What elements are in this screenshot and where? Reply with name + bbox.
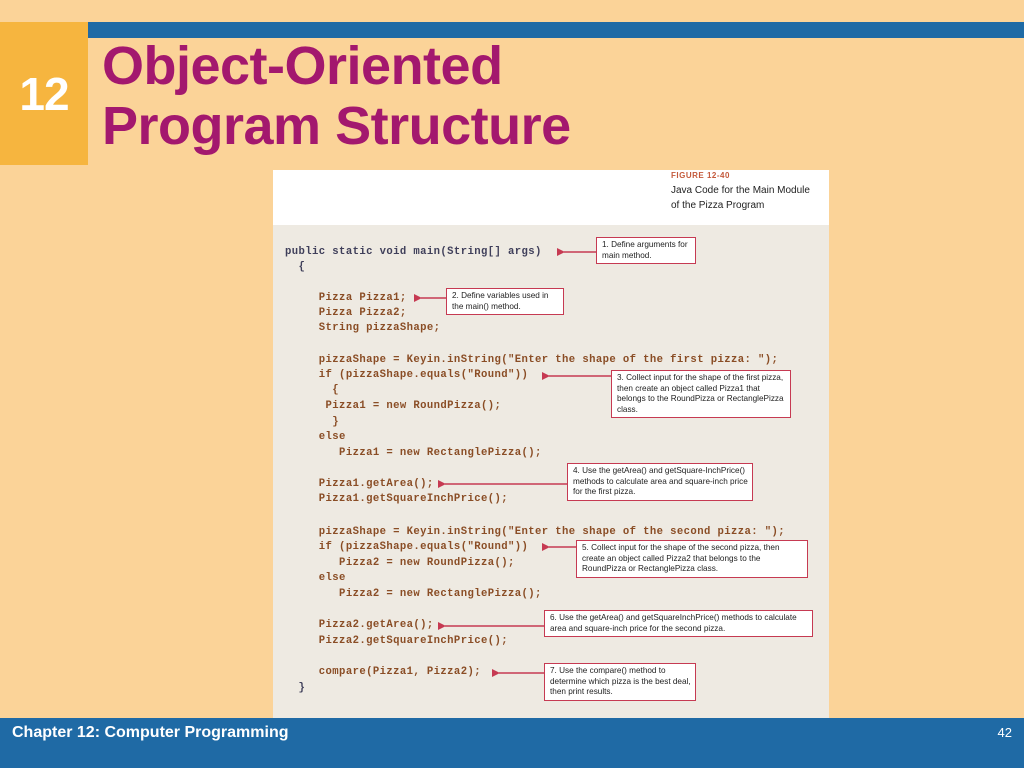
footer-chapter-label: Chapter 12: Computer Programming [12, 724, 289, 741]
top-stripe [0, 0, 1024, 22]
footer-bar [0, 718, 1024, 768]
code-line: } [285, 416, 340, 428]
code-line: Pizza Pizza2; [285, 307, 407, 319]
chapter-number: 12 [19, 67, 69, 120]
chapter-box [0, 22, 88, 165]
code-line: Pizza1 = new RoundPizza(); [285, 400, 502, 412]
code-line: Pizza2 = new RoundPizza(); [285, 557, 515, 569]
code-line: pizzaShape = Keyin.inString("Enter the shape of the second pizza: "); [285, 526, 786, 538]
code-figure [273, 170, 829, 718]
callout-4: 4. Use the getArea() and getSquare-InchPrice() methods to calculate area and square-inch price for the first pizza. [567, 463, 753, 501]
code-line: compare(Pizza1, Pizza2); [285, 666, 481, 678]
code-line: Pizza Pizza1; [285, 292, 407, 304]
callout-6: 6. Use the getArea() and getSquareInchPrice() methods to calculate area and square-inch price for the second pizza. [544, 610, 813, 637]
code-line: pizzaShape = Keyin.inString("Enter the shape of the first pizza: "); [285, 354, 779, 366]
code-line: Pizza1.getSquareInchPrice(); [285, 493, 508, 505]
code-line: { [285, 384, 340, 396]
footer-page-number: 42 [997, 725, 1012, 740]
code-line: String pizzaShape; [285, 322, 441, 334]
code-line: public static void main(String[] args) [285, 246, 542, 258]
callout-2: 2. Define variables used in the main() method. [446, 288, 564, 315]
code-line: Pizza1.getArea(); [285, 478, 434, 490]
slide-title [102, 36, 571, 156]
code-line: else [285, 572, 346, 584]
figure-caption: Java Code for the Main Module of the Pizza Program [671, 185, 810, 211]
code-line: Pizza2 = new RectanglePizza(); [285, 588, 542, 600]
title-line-1: Object-Oriented [102, 36, 503, 96]
code-line: if (pizzaShape.equals("Round")) [285, 369, 529, 381]
code-line: } [285, 682, 306, 694]
code-line: else [285, 431, 346, 443]
code-line: Pizza2.getArea(); [285, 619, 434, 631]
figure-number: FIGURE 12-40 [671, 171, 730, 180]
callout-3: 3. Collect input for the shape of the first pizza, then create an object called Pizza1 that belongs to the RoundPizza or RectanglePizza class. [611, 370, 791, 418]
code-line: if (pizzaShape.equals("Round")) [285, 541, 529, 553]
code-line: Pizza1 = new RectanglePizza(); [285, 447, 542, 459]
title-line-2: Program Structure [102, 96, 571, 156]
callout-1: 1. Define arguments for main method. [596, 237, 696, 264]
code-line: { [285, 261, 306, 273]
callout-5: 5. Collect input for the shape of the second pizza, then create an object called Pizza2 that belongs to the RoundPizza or RectanglePizza class. [576, 540, 808, 578]
callout-7: 7. Use the compare() method to determine which pizza is the best deal, then print results. [544, 663, 696, 701]
code-line: Pizza2.getSquareInchPrice(); [285, 635, 508, 647]
